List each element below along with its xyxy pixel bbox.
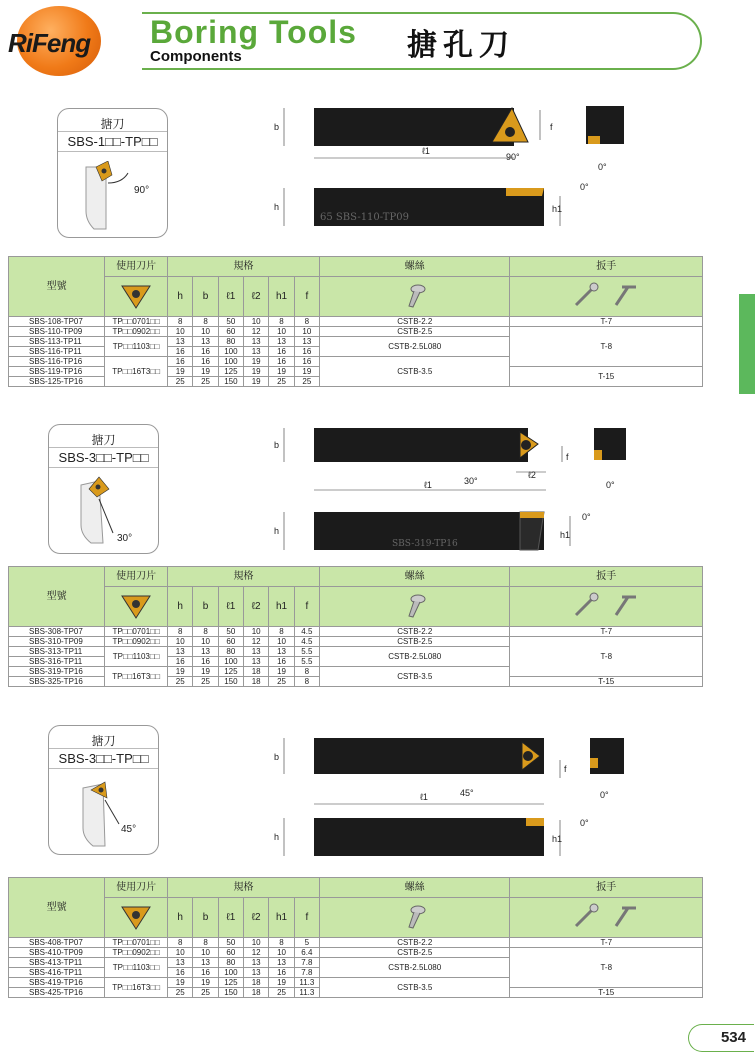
col-h1: h1 — [269, 277, 294, 317]
tool-tip-illustration-icon — [78, 161, 158, 231]
col-h1: h1 — [269, 587, 294, 627]
dim-zero-top: 0° — [598, 162, 607, 172]
table-row: SBS-125-TP16 25 25 150 19 25 25 — [9, 377, 703, 387]
table-row: SBS-119-TP16 19 19 125 19 19 19 T-15 — [9, 367, 703, 377]
screw-icon — [320, 587, 510, 627]
col-b: b — [193, 898, 218, 938]
tool-tip-illustration-icon — [73, 475, 153, 549]
dim-angle: 90° — [506, 152, 520, 162]
tool-drawing-3 — [270, 730, 640, 865]
dim-zero-top: 0° — [606, 480, 615, 490]
dim-zero-side: 0° — [582, 512, 591, 522]
tool-drawing-2 — [270, 420, 640, 555]
col-insert: 使用刀片 — [105, 878, 168, 898]
insert-icon — [105, 898, 168, 938]
table-row: SBS-108-TP07 TP□□0701□□ 8 8 50 10 8 8 CSTB-2.2 T-7 — [9, 317, 703, 327]
page-number: 534 — [688, 1024, 754, 1052]
svg-text:f: f — [566, 452, 569, 462]
col-b: b — [193, 277, 218, 317]
tool-label-code: SBS-3□□-TP□□ — [49, 447, 158, 468]
tool-label-zh: 搪刀 — [100, 117, 125, 131]
table-row: SBS-408-TP07 TP□□0701□□ 8 8 50 10 8 5 CSTB-2.2 T-7 — [9, 938, 703, 948]
svg-text:f: f — [564, 764, 567, 774]
table-row: SBS-313-TP11 TP□□1103□□ 13 13 80 13 13 5.5 CSTB-2.5L080 — [9, 647, 703, 657]
tool-drawing-1 — [270, 100, 640, 235]
col-insert: 使用刀片 — [105, 257, 168, 277]
col-l2: ℓ2 — [244, 277, 269, 317]
svg-text:h1: h1 — [560, 530, 571, 540]
svg-text:ℓ1: ℓ1 — [422, 146, 430, 156]
col-spec: 規格 — [168, 878, 320, 898]
table-row: SBS-308-TP07 TP□□0701□□ 8 8 50 10 8 4.5 CSTB-2.2 T-7 — [9, 627, 703, 637]
col-screw: 螺絲 — [320, 878, 510, 898]
tool-tip-illustration-icon — [75, 778, 155, 852]
svg-text:h: h — [274, 526, 280, 536]
col-f: f — [294, 898, 319, 938]
tool-label-zh: 搪刀 — [91, 734, 116, 748]
col-model: 型號 — [9, 567, 105, 627]
spec-table-1 — [8, 256, 703, 387]
table-row: SBS-413-TP11 TP□□1103□□ 13 13 80 13 13 7.8 CSTB-2.5L080 — [9, 958, 703, 968]
svg-text:ℓ1: ℓ1 — [424, 480, 432, 490]
bar-engraving: 65 SBS-110-TP09 — [320, 212, 409, 223]
col-l1: ℓ1 — [218, 277, 243, 317]
page-subtitle: Components — [150, 48, 242, 65]
table-row: SBS-116-TP16 TP□□16T3□□ 16 16 100 19 16 16 CSTB-3.5 — [9, 357, 703, 367]
page-title: Boring Tools — [150, 14, 357, 50]
col-h: h — [168, 277, 193, 317]
tool-label-code: SBS-3□□-TP□□ — [49, 748, 158, 769]
col-h1: h1 — [269, 898, 294, 938]
col-screw: 螺絲 — [320, 257, 510, 277]
table-row: SBS-410-TP09 TP□□0902□□ 10 10 60 12 10 6.4 CSTB-2.5 T-8 — [9, 948, 703, 958]
col-b: b — [193, 587, 218, 627]
table-row: SBS-425-TP16 25 25 150 18 25 11.3 T-15 — [9, 988, 703, 998]
bar-engraving: SBS-319-TP16 — [392, 539, 458, 549]
svg-text:ℓ1: ℓ1 — [420, 792, 428, 802]
dim-angle: 30° — [464, 476, 478, 486]
svg-text:h: h — [274, 202, 280, 212]
svg-text:ℓ2: ℓ2 — [528, 470, 536, 480]
col-screw: 螺絲 — [320, 567, 510, 587]
table-row: SBS-310-TP09 TP□□0902□□ 10 10 60 12 10 4.5 CSTB-2.5 T-8 — [9, 637, 703, 647]
svg-text:b: b — [274, 752, 280, 762]
wrench-icon — [510, 587, 703, 627]
tool-angle-label: 45° — [121, 824, 137, 835]
col-f: f — [294, 277, 319, 317]
col-l2: ℓ2 — [244, 587, 269, 627]
col-wrench: 扳手 — [510, 878, 703, 898]
col-model: 型號 — [9, 878, 105, 938]
col-spec: 規格 — [168, 567, 320, 587]
col-l1: ℓ1 — [218, 587, 243, 627]
table-row: SBS-110-TP09 TP□□0902□□ 10 10 60 12 10 10 CSTB-2.5 T-8 — [9, 327, 703, 337]
col-insert: 使用刀片 — [105, 567, 168, 587]
svg-text:h: h — [274, 832, 280, 842]
col-wrench: 扳手 — [510, 567, 703, 587]
tool-angle-label: 90° — [134, 185, 150, 196]
col-spec: 規格 — [168, 257, 320, 277]
svg-text:h1: h1 — [552, 204, 563, 214]
spec-table-2 — [8, 566, 703, 687]
page-title-zh: 搪孔刀 — [407, 28, 515, 63]
screw-icon — [320, 277, 510, 317]
table-row: SBS-316-TP11 16 16 100 13 16 5.5 — [9, 657, 703, 667]
dim-zero-side: 0° — [580, 818, 589, 828]
tool-label-zh: 搪刀 — [91, 433, 116, 447]
table-row: SBS-416-TP11 16 16 100 13 16 7.8 — [9, 968, 703, 978]
col-f: f — [294, 587, 319, 627]
screw-icon — [320, 898, 510, 938]
table-row: SBS-116-TP11 16 16 100 13 16 16 — [9, 347, 703, 357]
spec-table-3 — [8, 877, 703, 998]
dim-zero-top: 0° — [600, 790, 609, 800]
brand-logo-text: RiFeng — [8, 28, 91, 58]
insert-icon — [105, 277, 168, 317]
table-row: SBS-419-TP16 TP□□16T3□□ 19 19 125 18 19 11.3 CSTB-3.5 — [9, 978, 703, 988]
svg-text:h1: h1 — [552, 834, 563, 844]
table-row: SBS-325-TP16 25 25 150 18 25 8 T-15 — [9, 677, 703, 687]
tool-label-code: SBS-1□□-TP□□ — [58, 131, 167, 152]
dim-angle: 45° — [460, 788, 474, 798]
tool-angle-label: 30° — [117, 533, 133, 544]
tool-label-card-2 — [48, 424, 159, 554]
dim-zero-side: 0° — [580, 182, 589, 192]
col-model: 型號 — [9, 257, 105, 317]
wrench-icon — [510, 898, 703, 938]
col-l2: ℓ2 — [244, 898, 269, 938]
col-h: h — [168, 898, 193, 938]
tool-label-card-1 — [57, 108, 168, 238]
svg-text:b: b — [274, 440, 280, 450]
section-side-tab — [739, 294, 755, 394]
svg-text:b: b — [274, 122, 280, 132]
col-h: h — [168, 587, 193, 627]
col-l1: ℓ1 — [218, 898, 243, 938]
table-row: SBS-113-TP11 TP□□1103□□ 13 13 80 13 13 13 CSTB-2.5L080 — [9, 337, 703, 347]
insert-icon — [105, 587, 168, 627]
table-row: SBS-319-TP16 TP□□16T3□□ 19 19 125 18 19 8 CSTB-3.5 — [9, 667, 703, 677]
tool-label-card-3 — [48, 725, 159, 855]
svg-text:f: f — [550, 122, 553, 132]
wrench-icon — [510, 277, 703, 317]
col-wrench: 扳手 — [510, 257, 703, 277]
